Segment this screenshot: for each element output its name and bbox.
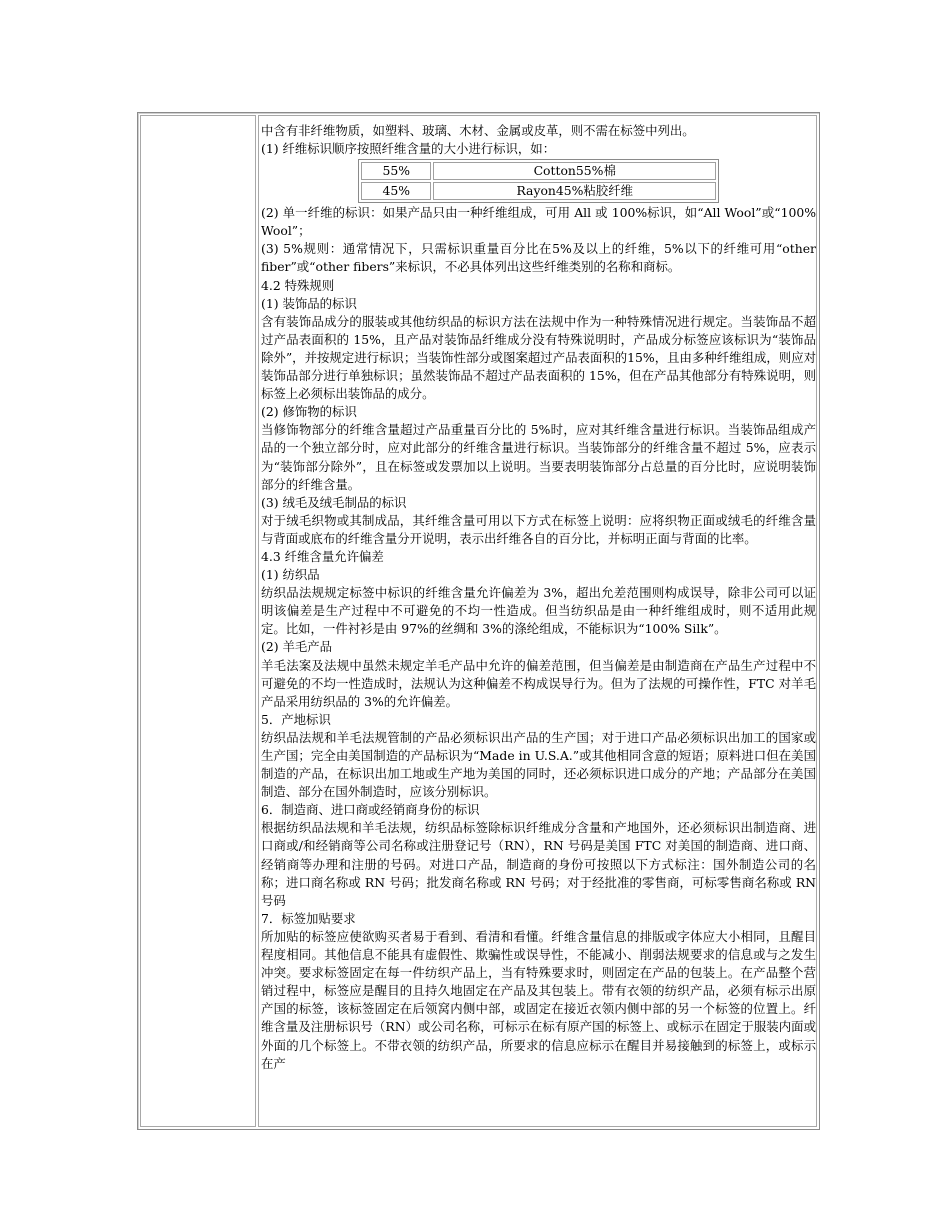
paragraph: 当修饰物部分的纤维含量超过产品重量百分比的 5%时，应对其纤维含量进行标识。当装饰品组成产品的一个独立部分时，应对此部分的纤维含量进行标识。当装饰部分的纤维含量不超过 5%，应表示为“装饰部分除外”，且在标签或发票加以上说明。当要表明装饰部分占总量的百分比时，应说明装饰部分的纤维含量。 bbox=[261, 422, 816, 492]
paragraph: (2) 羊毛产品 bbox=[261, 639, 333, 655]
paragraph: 7．标签加贴要求 bbox=[261, 910, 356, 926]
content-body bbox=[261, 122, 816, 1073]
table-cell: 45% bbox=[361, 182, 431, 200]
paragraph: 所加贴的标签应使欲购买者易于看到、看清和看懂。纤维含量信息的排版或字体应大小相同，且醒目程度相同。其他信息不能具有虚假性、欺骗性或误导性，不能减小、削弱法规要求的信息或与之发生冲突。要求标签固定在每一件纺织产品上，当有特殊要求时，则固定在产品的包装上。在产品整个营销过程中，标签应是醒目的且持久地固定在产品及其包装上。带有衣领的纺织产品，必须有标示出原产国的标签，该标签固定在后领窝内侧中部，或固定在接近衣领内侧中部的另一个标签的位置上。纤维含量及注册标识号（RN）或公司名称，可标示在标有原产国的标签上、或标示在固定于服装内面或外面的几个标签上。不带衣领的纺织产品，所要求的信息应标示在醒目并易接触到的标签上，或标示在产 bbox=[261, 928, 816, 1071]
paragraph: 中含有非纤维物质，如塑料、玻璃、木材、金属或皮革，则不需在标签中列出。 bbox=[261, 123, 695, 138]
paragraph: (2) 单一纤维的标识：如果产品只由一种纤维组成，可用 All 或 100%标识，如“All Wool”或“100% Wool”； bbox=[261, 205, 816, 239]
table-cell: Cotton55%棉 bbox=[433, 162, 716, 180]
paragraph: (1) 装饰品的标识 bbox=[261, 295, 357, 311]
table-row bbox=[361, 162, 716, 180]
content-paragraphs bbox=[261, 204, 816, 1073]
paragraph: (3) 5%规则：通常情况下，只需标识重量百分比在5%及以上的纤维，5%以下的纤维可用“other fiber”或“other fibers”来标识，不必具体列出这些纤维类别的名称和商标。 bbox=[261, 241, 816, 275]
paragraph: (2) 修饰物的标识 bbox=[261, 404, 357, 420]
paragraph: 4.3 纤维含量允许偏差 bbox=[261, 548, 384, 564]
paragraph: 5．产地标识 bbox=[261, 711, 331, 727]
document-table bbox=[137, 112, 820, 1130]
fiber-example-table bbox=[358, 159, 719, 203]
paragraph: (3) 绒毛及绒毛制品的标识 bbox=[261, 494, 407, 510]
left-cell bbox=[140, 115, 256, 1127]
paragraph: 根据纺织品法规和羊毛法规，纺织品标签除标识纤维成分含量和产地国外，还必须标识出制造商、进口商或/和经销商等公司名称或注册登记号（RN），RN 号码是美国 FTC 对美国的制造商、进口商、经销商等办理和注册的号码。对进口产品，制造商的身份可按照以下方式标注：国外制造公司的名称；进口商名称或 RN 号码；批发商名称或 RN 号码；对于经批准的零售商，可标零售商名称或 RN 号码 bbox=[261, 820, 816, 908]
paragraph: 羊毛法案及法规中虽然未规定羊毛产品中允许的偏差范围，但当偏差是由制造商在产品生产过程中不可避免的不均一性造成时，法规认为这种偏差不构成误导行为。但为了法规的可操作性，FTC 对羊毛产品采用纺织品的 3%的允许偏差。 bbox=[261, 657, 816, 709]
paragraph: 含有装饰品成分的服装或其他纺织品的标识方法在法规中作为一种特殊情况进行规定。当装饰品不超过产品表面积的 15%，且产品对装饰品纤维成分没有特殊说明时，产品成分标签应该标识为“装饰品除外”，并按规定进行标识；当装饰性部分或图案超过产品表面积的15%，且由多种纤维组成，则应对装饰品部分进行单独标识；虽然装饰品不超过产品表面积的 15%，但在产品其他部分有特殊说明，则标签上必须标出装饰品的成分。 bbox=[261, 313, 816, 402]
paragraph: (1) 纺织品 bbox=[261, 567, 320, 583]
table-cell: Rayon45%粘胶纤维 bbox=[433, 182, 716, 200]
paragraph: 纺织品法规和羊毛法规管制的产品必须标识出产品的生产国；对于进口产品必须标识出加工的国家或生产国；完全由美国制造的产品标识为“Made in U.S.A.”或其他相同含意的短语；原料进口但在美国制造的产品，在标识出加工地或生产地为美国的同时，还必须标识进口成分的产地；产品部分在美国制造、部分在国外制造时，应该分别标识。 bbox=[261, 729, 816, 800]
table-row bbox=[361, 182, 716, 200]
paragraph: (1) 纤维标识顺序按照纤维含量的大小进行标识，如： bbox=[261, 141, 556, 157]
table-cell: 55% bbox=[361, 162, 431, 180]
paragraph: 对于绒毛织物或其制成品，其纤维含量可用以下方式在标签上说明：应将织物正面或绒毛的纤维含量与背面或底布的纤维含量分开说明，表示出纤维各自的百分比，并标明正面与背面的比率。 bbox=[261, 512, 816, 546]
paragraph: 4.2 特殊规则 bbox=[261, 277, 335, 293]
content-cell bbox=[258, 115, 817, 1127]
paragraph: 纺织品法规规定标签中标识的纤维含量允许偏差为 3%，超出允差范围则构成误导，除非公司可以证明该偏差是生产过程中不可避免的不均一性造成。但当纺织品是由一种纤维组成时，则不适用此规定。比如，一件衬衫是由 97%的丝绸和 3%的涤纶组成，不能标识为“100% Silk”。 bbox=[261, 585, 816, 637]
paragraph: 6．制造商、进口商或经销商身份的标识 bbox=[261, 802, 480, 818]
